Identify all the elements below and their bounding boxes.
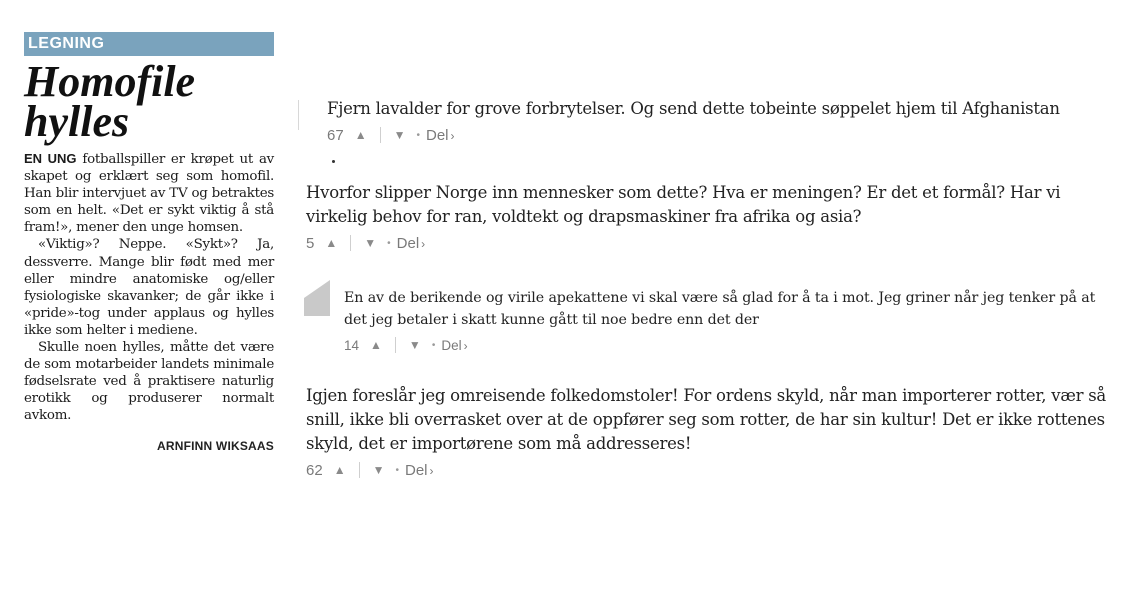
share-button[interactable] xyxy=(405,462,434,479)
share-label: Del xyxy=(396,234,420,252)
paragraph-1-text: fotballspiller er krøpet ut av skapet og erklært seg som homofil. Han blir intervjuet av TV og betraktes som en helt. «Det er sykt viktig å stå fram!», mener den unge homsen. xyxy=(24,152,274,236)
chevron-right-icon: › xyxy=(463,338,468,353)
chevron-right-icon: › xyxy=(421,236,426,251)
headline-line-1: Homofile xyxy=(24,57,196,106)
chevron-right-icon: › xyxy=(450,128,455,143)
comment-text: En av de berikende og virile apekattene vi skal være så glad for å ta i mot. Jeg griner når jeg tenker på at det jeg betaler i skatt kunne gått til noe bedre enn det der xyxy=(344,290,1096,328)
divider xyxy=(395,337,396,353)
vote-count: 67 xyxy=(327,126,344,144)
article-paragraph-3: Skulle noen hylles, måtte det være de som motarbeider landets minimale fødselsrate ved å praktisere naturlig erotikk og produserer normalt avkom. xyxy=(24,340,274,424)
lead-words: EN UNG xyxy=(24,151,77,166)
avatar-shape xyxy=(304,280,330,298)
chevron-up-icon[interactable]: ▲ xyxy=(333,463,346,477)
share-button[interactable] xyxy=(441,338,467,353)
comment-actions xyxy=(306,458,1118,482)
article-body xyxy=(24,150,274,425)
share-button[interactable] xyxy=(426,127,455,144)
article-paragraph-1 xyxy=(24,150,274,236)
cropped-author-line xyxy=(327,70,627,79)
divider xyxy=(359,462,360,478)
comment-text: Hvorfor slipper Norge inn mennesker som dette? Hva er meningen? Er det et formål? Har vi virkelig behov for ran, voldtekt og drapsmaskiner fra afrika og asia? xyxy=(306,183,1061,226)
article-headline xyxy=(24,57,274,146)
vote-count: 62 xyxy=(306,461,323,479)
chevron-down-icon[interactable]: ▼ xyxy=(393,128,406,142)
vote-count: 14 xyxy=(344,337,360,353)
article-byline: ARNFINN WIKSAAS xyxy=(157,438,274,453)
dot-separator: • xyxy=(416,129,420,141)
share-label: Del xyxy=(425,126,449,144)
divider xyxy=(380,127,381,143)
share-label: Del xyxy=(404,461,428,479)
article-paragraph-2: «Viktig»? Neppe. «Sykt»? Ja, dessverre. Mange blir født med mer eller mindre anatomiske og/eller fysiologiske skavanker; de går ikke i «pride»-tog under applaus og hylles ikke som helter i mediene. xyxy=(24,237,274,338)
comment-text: Igjen foreslår jeg omreisende folkedomstoler! For ordens skyld, når man importerer rotter, vær så snill, ikke bli overrasket over at de oppfører seg som rotter, de har sin kultur! Det er ikke rottenes skyld, det er importørene som må addresseres! xyxy=(306,386,1107,453)
comment-4 xyxy=(306,384,1118,482)
dot-separator: • xyxy=(395,464,399,476)
comment-text: Fjern lavalder for grove forbrytelser. Og send dette tobeinte søppelet hjem til Afghanistan xyxy=(327,99,1060,118)
chevron-down-icon[interactable]: ▼ xyxy=(364,236,377,250)
comment-1 xyxy=(327,97,1127,147)
chevron-up-icon[interactable]: ▲ xyxy=(354,128,367,142)
share-button[interactable] xyxy=(397,235,426,252)
section-kicker: LEGNING xyxy=(24,32,274,56)
dot-separator: • xyxy=(431,339,436,351)
newspaper-article xyxy=(24,32,274,453)
comment-actions xyxy=(327,123,1127,147)
vote-count: 5 xyxy=(306,234,315,252)
chevron-up-icon[interactable]: ▲ xyxy=(325,236,338,250)
divider xyxy=(350,235,351,251)
chevron-up-icon[interactable]: ▲ xyxy=(370,338,382,352)
avatar-placeholder-icon xyxy=(304,280,330,316)
dot-separator: • xyxy=(387,237,391,249)
comment-actions xyxy=(344,333,1104,357)
headline-line-2: hylles xyxy=(24,97,130,146)
chevron-down-icon[interactable]: ▼ xyxy=(372,463,385,477)
chevron-right-icon: › xyxy=(429,463,434,478)
comment-3-reply xyxy=(344,287,1104,357)
share-label: Del xyxy=(441,337,462,353)
comment-actions xyxy=(306,231,1118,255)
stray-mark xyxy=(332,160,335,163)
chevron-down-icon[interactable]: ▼ xyxy=(408,338,421,352)
comment-2 xyxy=(306,181,1118,255)
divider xyxy=(298,100,299,130)
